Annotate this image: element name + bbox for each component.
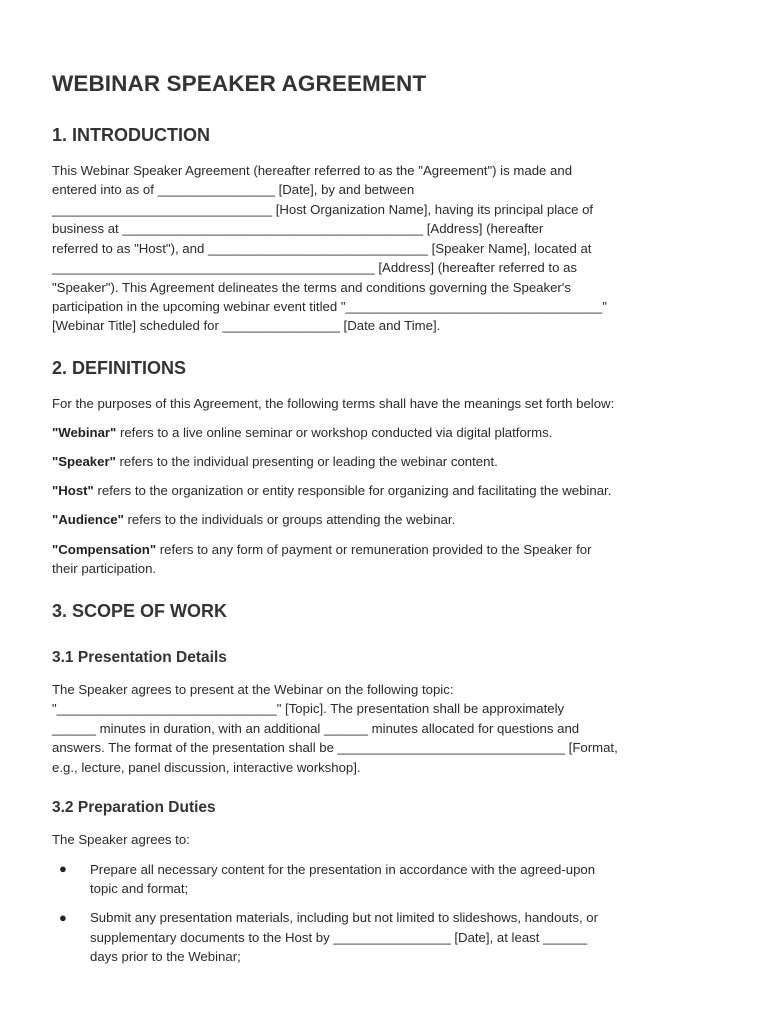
- presentation-line: answers. The format of the presentation shall be _______________________________ [Format,: [52, 740, 618, 755]
- preparation-intro: The Speaker agrees to:: [52, 832, 190, 847]
- bullet-line: topic and format;: [90, 881, 189, 896]
- document-title: WEBINAR SPEAKER AGREEMENT: [52, 71, 427, 96]
- intro-line: ______________________________ [Host Organization Name], having its principal place of: [52, 202, 594, 217]
- intro-line: business at _________________________________________ [Address] (hereafter: [52, 221, 544, 236]
- section-heading-definitions: 2. DEFINITIONS: [52, 358, 187, 378]
- definition-text: refers to the individual presenting or leading the webinar content.: [115, 454, 498, 469]
- bullet-dot-icon: ●: [59, 861, 67, 876]
- intro-line: This Webinar Speaker Agreement (hereafter referred to as the "Agreement") is made and: [52, 163, 573, 178]
- definition-item: [52, 423, 552, 443]
- definition-text: refers to a live online seminar or workshop conducted via digital platforms.: [116, 425, 553, 440]
- presentation-line: "______________________________" [Topic]. The presentation shall be approximately: [52, 701, 565, 716]
- presentation-line: e.g., lecture, panel discussion, interactive workshop].: [52, 760, 361, 775]
- presentation-line: The Speaker agrees to present at the Webinar on the following topic:: [52, 682, 454, 697]
- definitions-intro: For the purposes of this Agreement, the following terms shall have the meanings set forth below:: [52, 396, 615, 411]
- intro-line: participation in the upcoming webinar event titled "___________________________________": [52, 299, 607, 314]
- definition-text: refers to any form of payment or remuneration provided to the Speaker for: [156, 542, 592, 557]
- intro-line: referred to as "Host"), and ______________________________ [Speaker Name], located at: [52, 241, 592, 256]
- definition-item: [52, 540, 592, 560]
- subsection-heading-preparation-duties: 3.2 Preparation Duties: [52, 799, 216, 816]
- bullet-line: Prepare all necessary content for the presentation in accordance with the agreed-upon: [90, 862, 596, 877]
- intro-line: [Webinar Title] scheduled for ________________ [Date and Time].: [52, 318, 441, 333]
- intro-line: entered into as of ________________ [Date], by and between: [52, 182, 415, 197]
- definition-item: [52, 481, 611, 501]
- definition-text: refers to the organization or entity responsible for organizing and facilitating the webinar.: [93, 483, 612, 498]
- bullet-line: Submit any presentation materials, including but not limited to slideshows, handouts, or: [90, 910, 598, 925]
- section-heading-introduction: 1. INTRODUCTION: [52, 125, 211, 145]
- bullet-dot-icon: ●: [59, 910, 67, 925]
- definition-term: "Speaker": [52, 454, 116, 469]
- intro-line: "Speaker"). This Agreement delineates the terms and conditions governing the Speaker's: [52, 280, 571, 295]
- presentation-line: ______ minutes in duration, with an additional ______ minutes allocated for questions and: [52, 721, 580, 736]
- definition-item: [52, 510, 455, 530]
- definition-term: "Audience": [52, 512, 124, 527]
- section-heading-scope-of-work: 3. SCOPE OF WORK: [52, 601, 228, 621]
- definition-item: [52, 452, 498, 472]
- bullet-line: supplementary documents to the Host by ________________ [Date], at least ______: [90, 930, 588, 945]
- definition-text: refers to the individuals or groups attending the webinar.: [123, 512, 456, 527]
- definition-term: "Host": [52, 483, 94, 498]
- definition-term: "Webinar": [52, 425, 117, 440]
- bullet-line: days prior to the Webinar;: [90, 949, 241, 964]
- intro-line: ____________________________________________ [Address] (hereafter referred to as: [52, 260, 578, 275]
- subsection-heading-presentation-details: 3.1 Presentation Details: [52, 649, 227, 666]
- definition-term: "Compensation": [52, 542, 157, 557]
- definition-text-continued: their participation.: [52, 561, 157, 576]
